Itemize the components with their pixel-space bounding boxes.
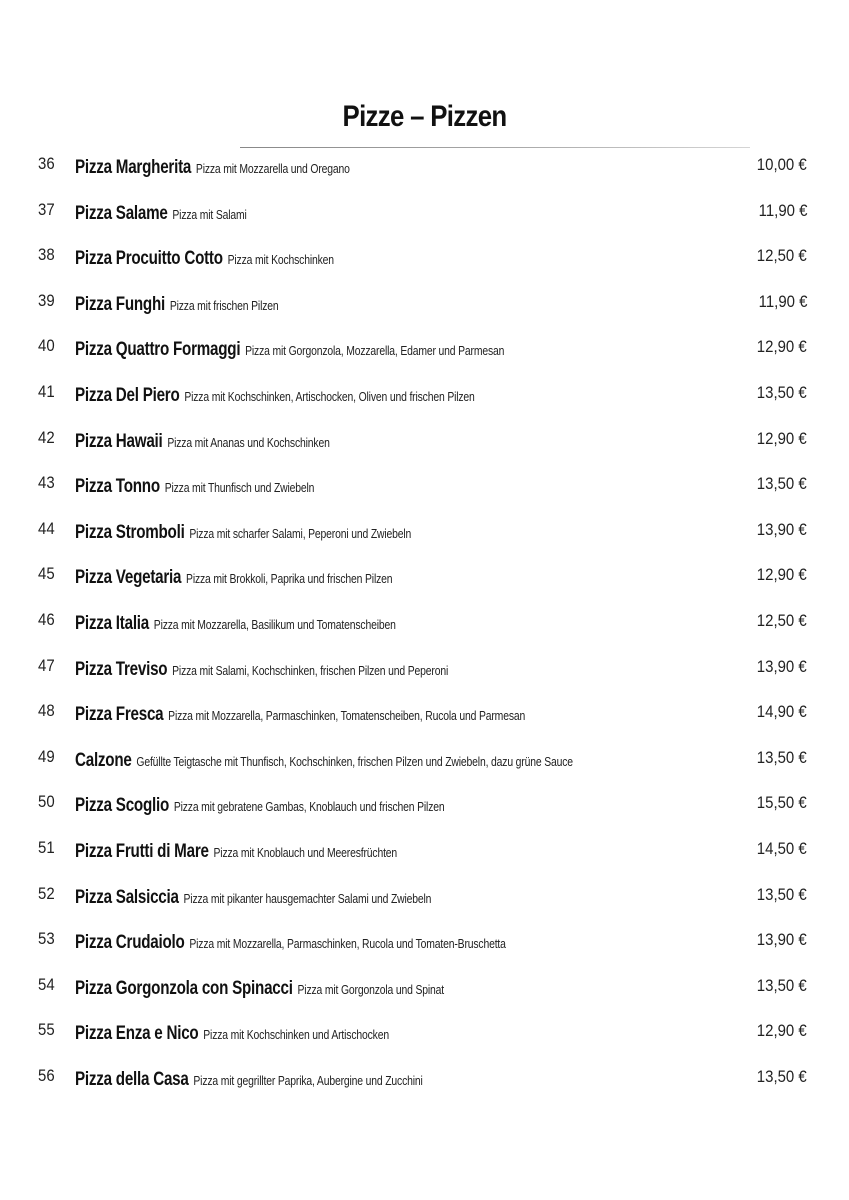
dish-price: 10,00 €	[757, 155, 807, 174]
dish-price: 13,90 €	[757, 519, 807, 539]
menu-item	[0, 377, 849, 423]
menu-list	[0, 149, 849, 1106]
menu-item	[0, 240, 849, 286]
menu-item	[0, 468, 849, 514]
item-number: 46	[38, 609, 55, 629]
dish-name: Pizza Gorgonzola con Spinacci	[75, 977, 293, 999]
dish-name: Pizza Fresca	[75, 704, 164, 726]
item-number: 55	[38, 1020, 55, 1040]
dish-description: Pizza mit Brokkoli, Paprika und frischen Pilzen	[186, 571, 393, 587]
dish-description: Pizza mit Kochschinken	[227, 252, 334, 268]
item-number: 45	[38, 564, 55, 584]
dish-name: Pizza Italia	[75, 612, 149, 634]
menu-item	[0, 286, 849, 332]
dish-price: 13,50 €	[757, 975, 807, 995]
dish-line	[75, 248, 334, 270]
dish-line	[75, 294, 279, 316]
dish-description: Pizza mit Knoblauch und Meeresfrüchten	[213, 844, 398, 860]
item-number: 52	[38, 883, 55, 903]
menu-item	[0, 149, 849, 195]
dish-name: Pizza Treviso	[75, 658, 168, 680]
item-number: 48	[38, 701, 55, 721]
dish-name: Pizza Quattro Formaggi	[75, 339, 241, 361]
dish-description: Pizza mit Salami, Kochschinken, frischen Pilzen und Peperoni	[172, 662, 449, 678]
dish-price: 12,90 €	[757, 1021, 807, 1041]
dish-name: Pizza Scoglio	[75, 795, 170, 817]
dish-description: Pizza mit Mozzarella und Oregano	[195, 161, 350, 176]
item-number: 39	[38, 290, 55, 310]
dish-line	[75, 841, 397, 863]
dish-price: 11,90 €	[758, 200, 807, 220]
dish-line	[75, 659, 448, 681]
menu-item	[0, 1015, 849, 1061]
dish-name: Pizza Margherita	[75, 157, 192, 178]
item-number: 54	[38, 974, 55, 994]
dish-name: Pizza Enza e Nico	[75, 1023, 199, 1045]
dish-name: Pizza Crudaiolo	[75, 932, 185, 954]
dish-name: Pizza Hawaii	[75, 430, 163, 452]
dish-name: Pizza Vegetaria	[75, 567, 182, 589]
menu-item	[0, 924, 849, 970]
item-number: 53	[38, 929, 55, 949]
title-divider	[240, 147, 750, 148]
dish-line	[75, 567, 392, 589]
dish-line	[75, 887, 431, 909]
dish-description: Pizza mit Kochschinken und Artischocken	[203, 1027, 389, 1043]
item-number: 42	[38, 427, 55, 447]
dish-description: Pizza mit Kochschinken, Artischocken, Oliven und frischen Pilzen	[184, 388, 475, 404]
dish-price: 11,90 €	[758, 291, 807, 311]
item-number: 38	[38, 245, 55, 265]
dish-line	[75, 613, 396, 635]
menu-item	[0, 833, 849, 879]
dish-price: 15,50 €	[757, 793, 807, 813]
dish-price: 12,90 €	[757, 428, 807, 448]
dish-price: 12,90 €	[757, 337, 807, 357]
dish-description: Pizza mit Mozzarella, Parmaschinken, Tomatenscheiben, Rucola und Parmesan	[168, 708, 526, 724]
dish-line	[75, 1069, 423, 1091]
item-number: 41	[38, 381, 55, 401]
dish-description: Pizza mit Thunfisch und Zwiebeln	[164, 480, 315, 496]
dish-description: Pizza mit pikanter hausgemachter Salami und Zwiebeln	[183, 890, 432, 906]
dish-line	[75, 431, 330, 453]
dish-line	[75, 704, 525, 726]
dish-description: Gefüllte Teigtasche mit Thunfisch, Kochschinken, frischen Pilzen und Zwiebeln, dazu grüne Sauce	[136, 753, 573, 769]
dish-name: Pizza Del Piero	[75, 384, 180, 406]
menu-item	[0, 331, 849, 377]
menu-item	[0, 605, 849, 651]
menu-item	[0, 742, 849, 788]
dish-price: 13,50 €	[757, 474, 807, 494]
dish-description: Pizza mit Mozzarella, Basilikum und Tomatenscheiben	[153, 616, 396, 632]
dish-line	[75, 339, 504, 361]
dish-name: Pizza Procuitto Cotto	[75, 248, 223, 270]
dish-description: Pizza mit Salami	[172, 206, 247, 222]
dish-price: 13,50 €	[757, 1066, 807, 1086]
menu-item	[0, 559, 849, 605]
dish-description: Pizza mit gegrillter Paprika, Aubergine und Zucchini	[193, 1072, 423, 1088]
dish-description: Pizza mit Ananas und Kochschinken	[167, 434, 330, 450]
menu-item	[0, 970, 849, 1016]
item-number: 44	[38, 518, 55, 538]
dish-line	[75, 978, 444, 1000]
dish-price: 13,90 €	[757, 930, 807, 950]
dish-line	[75, 795, 445, 817]
item-number: 40	[38, 336, 55, 356]
dish-name: Calzone	[75, 749, 132, 771]
dish-name: Pizza Funghi	[75, 293, 166, 315]
page-title: Pizze – Pizzen	[342, 100, 507, 133]
dish-price: 13,50 €	[757, 884, 807, 904]
dish-description: Pizza mit Gorgonzola und Spinat	[297, 981, 445, 997]
menu-item	[0, 1061, 849, 1107]
item-number: 36	[38, 154, 55, 173]
dish-price: 12,50 €	[757, 610, 807, 630]
dish-description: Pizza mit Mozzarella, Parmaschinken, Rucola und Tomaten-Bruschetta	[189, 936, 506, 952]
dish-price: 14,50 €	[757, 838, 807, 858]
dish-name: Pizza Frutti di Mare	[75, 840, 209, 862]
dish-line	[75, 476, 314, 498]
dish-name: Pizza Salsiccia	[75, 886, 179, 908]
item-number: 50	[38, 792, 55, 812]
menu-item	[0, 195, 849, 241]
dish-line	[75, 750, 573, 772]
menu-item	[0, 696, 849, 742]
dish-price: 13,50 €	[757, 747, 807, 767]
dish-description: Pizza mit frischen Pilzen	[169, 297, 279, 313]
item-number: 49	[38, 746, 55, 766]
menu-item	[0, 514, 849, 560]
menu-item	[0, 879, 849, 925]
menu-item	[0, 651, 849, 697]
dish-description: Pizza mit scharfer Salami, Peperoni und Zwiebeln	[189, 525, 412, 541]
dish-price: 12,50 €	[757, 246, 807, 266]
dish-name: Pizza Tonno	[75, 476, 160, 498]
dish-price: 13,50 €	[757, 382, 807, 402]
dish-line	[75, 932, 506, 954]
dish-name: Pizza della Casa	[75, 1068, 189, 1090]
item-number: 37	[38, 199, 55, 219]
dish-line	[75, 1023, 389, 1045]
dish-line	[75, 522, 411, 544]
item-number: 43	[38, 473, 55, 493]
item-number: 47	[38, 655, 55, 675]
menu-item	[0, 787, 849, 833]
dish-name: Pizza Stromboli	[75, 521, 185, 543]
menu-item	[0, 423, 849, 469]
dish-line	[75, 157, 350, 179]
item-number: 56	[38, 1065, 55, 1085]
dish-price: 13,90 €	[757, 656, 807, 676]
dish-line	[75, 203, 247, 225]
dish-name: Pizza Salame	[75, 202, 168, 224]
dish-description: Pizza mit gebratene Gambas, Knoblauch und frischen Pilzen	[173, 799, 445, 815]
dish-price: 14,90 €	[757, 702, 807, 722]
item-number: 51	[38, 837, 55, 857]
dish-line	[75, 385, 475, 407]
dish-price: 12,90 €	[757, 565, 807, 585]
dish-description: Pizza mit Gorgonzola, Mozzarella, Edamer und Parmesan	[245, 343, 505, 359]
